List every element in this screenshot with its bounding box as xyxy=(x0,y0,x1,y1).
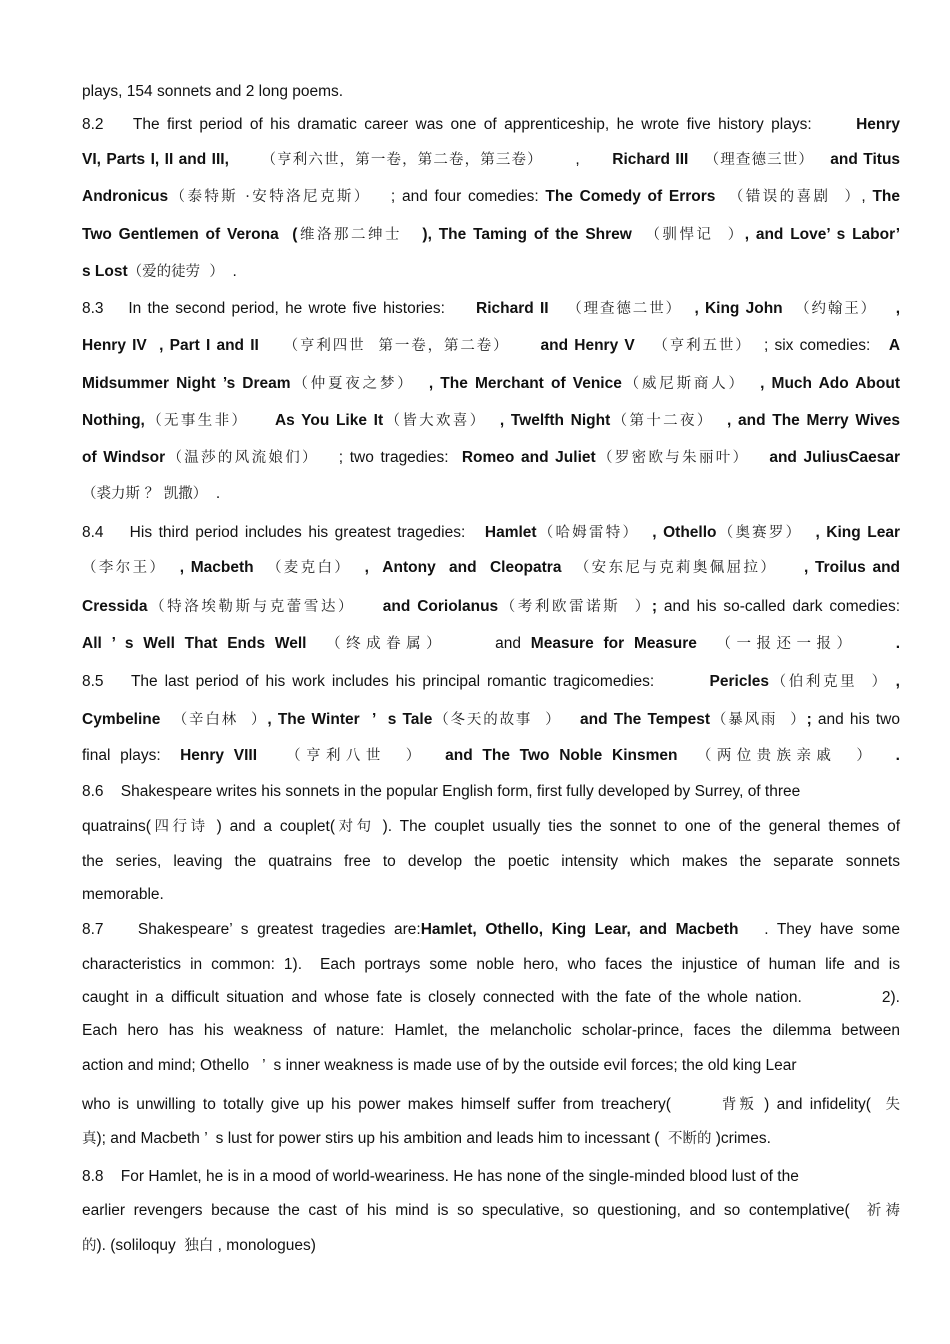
bold-title-text: A xyxy=(888,337,901,354)
bold-title-text: . xyxy=(876,747,900,764)
chinese-gloss: （特洛埃勒斯与克蕾雪达） xyxy=(147,599,356,615)
bold-title-text: The Comedy of Errors xyxy=(545,188,716,205)
text-run: 8.5 The last period of his work includes his principal romantic tragicomedies: xyxy=(82,673,710,690)
chinese-gloss: 维洛那二绅士 xyxy=(297,227,402,243)
bold-title-text: The xyxy=(872,188,901,205)
text-line xyxy=(82,336,900,356)
text-run: memorable. xyxy=(82,886,164,903)
chinese-gloss: （伯利克里 ） xyxy=(769,674,889,690)
chinese-gloss: （李尔王） xyxy=(82,560,167,576)
bold-title-text: , Much Ado About xyxy=(745,375,901,392)
bold-title-text: and Henry V xyxy=(540,337,635,354)
text-run: 8.3 In the second period, he wrote five histories: xyxy=(82,300,477,317)
text-line xyxy=(82,411,900,431)
chinese-gloss: （第十二夜） xyxy=(610,413,714,429)
chinese-gloss: （威尼斯商人） xyxy=(621,376,746,392)
bold-title-text: Henry VIII xyxy=(180,747,258,764)
text-run: earlier revengers because the cast of his mind is so speculative, so questioning, and so contemplative( xyxy=(82,1202,867,1219)
text-run: ) and a couplet( xyxy=(208,818,336,835)
text-line xyxy=(82,558,900,578)
bold-title-text: and Titus xyxy=(830,151,901,168)
bold-title-text: Two Gentlemen of Verona ( xyxy=(82,226,298,243)
bold-title-text: , King Lear xyxy=(802,524,900,541)
bold-title-text: Nothing, xyxy=(82,412,145,429)
text-line xyxy=(82,634,900,654)
chinese-gloss: （亨利八世 ） xyxy=(286,748,426,764)
text-run: and his so-called dark comedies: xyxy=(663,598,901,615)
text-run: ; and four comedies: xyxy=(370,188,546,205)
text-run: characteristics in common: 1). Each portrays some noble hero, who faces the injustice of human life and is xyxy=(82,956,900,973)
text-run: ). The couplet usually ties the sonnet to one of the general themes of xyxy=(374,818,901,835)
text-run: ); and Macbeth ’ s lust for power stirs up his ambition and leads him to incessant ( xyxy=(96,1130,668,1147)
text-line xyxy=(82,82,900,102)
bold-title-text: Midsummer Night ’s Dream xyxy=(82,375,291,392)
bold-title-text: Pericles xyxy=(709,673,770,690)
text-line xyxy=(82,187,900,207)
chinese-gloss: （辛白林 ） xyxy=(172,712,268,728)
bold-title-text: , Antony and Cleopatra xyxy=(351,559,562,576)
bold-title-text: , The Winter ’ s Tale xyxy=(267,711,433,728)
bold-title-text: Andronicus xyxy=(82,188,169,205)
bold-title-text: , The Merchant of Venice xyxy=(414,375,622,392)
chinese-gloss: （奥赛罗） xyxy=(716,525,803,541)
text-line xyxy=(82,484,900,504)
text-line xyxy=(82,710,900,730)
text-line xyxy=(82,1129,900,1149)
bold-title-text: , Troilus and xyxy=(777,559,901,576)
text-line xyxy=(82,1236,900,1256)
text-line xyxy=(82,782,900,802)
text-run: and his two xyxy=(817,711,900,728)
bold-title-text: All ’ s Well That Ends Well xyxy=(82,635,307,652)
bold-title-text: Hamlet xyxy=(484,524,537,541)
text-run: . They have some xyxy=(738,921,900,938)
text-run: 8.8 For Hamlet, he is in a mood of world-weariness. He has none of the single-minded blood lust of the xyxy=(82,1168,799,1185)
bold-title-text: . xyxy=(856,635,900,652)
chinese-gloss: （一报还一报） xyxy=(716,636,857,652)
text-run: 8.6 Shakespeare writes his sonnets in the popular English form, first fully developed by Surrey, of three xyxy=(82,783,801,800)
bold-title-text: ; xyxy=(806,711,818,728)
bold-title-text: and Coriolanus xyxy=(382,598,499,615)
text-run: who is unwilling to totally give up his power makes himself suffer from treachery( xyxy=(82,1096,722,1113)
bold-title-text: Richard III xyxy=(612,151,689,168)
text-run xyxy=(355,598,383,615)
chinese-gloss: （亨利四世 第一卷，第二卷） xyxy=(283,338,510,354)
bold-title-text: and The Two Noble Kinsmen xyxy=(445,747,678,764)
text-line xyxy=(82,225,900,245)
text-line xyxy=(82,1095,900,1115)
chinese-gloss: （麦克白） xyxy=(266,560,352,576)
chinese-gloss: 独白 xyxy=(184,1238,214,1254)
chinese-gloss: （冬天的故事 ） xyxy=(432,712,562,728)
text-run xyxy=(510,337,541,354)
chinese-gloss: 不断的 xyxy=(667,1131,712,1147)
bold-title-text: VI, Parts I, II and III, xyxy=(82,151,229,168)
text-run: Each hero has his weakness of nature: Hamlet, the melancholic scholar-prince, faces the dilemma between xyxy=(82,1022,900,1039)
bold-title-text: ), The Taming of the Shrew xyxy=(402,226,632,243)
chinese-gloss: （罗密欧与朱丽叶） xyxy=(595,450,750,466)
text-run: ) and infidelity( xyxy=(756,1096,886,1113)
text-line xyxy=(82,597,900,617)
text-line xyxy=(82,262,900,282)
text-run xyxy=(688,151,704,168)
chinese-gloss: 对句 xyxy=(335,819,375,835)
chinese-gloss: （爱的徒劳 ） xyxy=(127,264,224,280)
text-run xyxy=(783,300,795,317)
text-run: caught in a difficult situation and whose fate is closely connected with the fate of the whole nation. 2). xyxy=(82,989,900,1006)
chinese-gloss: 的 xyxy=(82,1238,97,1254)
text-run: and xyxy=(446,635,531,652)
chinese-gloss: 背叛 xyxy=(721,1097,757,1113)
text-run xyxy=(254,559,267,576)
bold-title-text: , Twelfth Night xyxy=(486,412,611,429)
chinese-gloss: （亨利五世） xyxy=(653,338,752,354)
text-run: the series, leaving the quatrains free to develop the poetic intensity which makes the separate sonnets xyxy=(82,853,900,870)
text-line xyxy=(82,1167,900,1187)
bold-title-text: Henry IV , Part I and II xyxy=(82,337,259,354)
chinese-gloss: （皆大欢喜） xyxy=(383,413,487,429)
text-line xyxy=(82,885,900,905)
text-line xyxy=(82,988,900,1008)
text-line xyxy=(82,115,900,135)
text-line xyxy=(82,955,900,975)
chinese-gloss: （两位贵族亲戚 ） xyxy=(696,748,877,764)
text-run xyxy=(259,337,284,354)
bold-title-text: s Lost xyxy=(82,263,128,280)
text-line xyxy=(82,852,900,872)
text-run: action and mind; Othello ’ s inner weakness is made use of by the outside evil forces; the old king Lear xyxy=(82,1057,797,1074)
text-run xyxy=(814,151,830,168)
text-run: )crimes. xyxy=(711,1130,771,1147)
chinese-gloss: （裘力斯 ？ 凯撒） xyxy=(82,486,208,502)
text-run xyxy=(549,300,568,317)
text-run xyxy=(426,747,445,764)
text-run: , xyxy=(861,188,873,205)
text-run xyxy=(749,449,769,466)
text-run: 8.4 His third period includes his greatest tragedies: xyxy=(82,524,485,541)
text-run: ). (soliloquy xyxy=(96,1237,185,1254)
bold-title-text: of Windsor xyxy=(82,449,166,466)
text-line xyxy=(82,1201,900,1221)
chinese-gloss: （亨利六世，第一卷，第二卷，第三卷） xyxy=(261,152,543,168)
chinese-gloss: （哈姆雷特） xyxy=(536,525,640,541)
bold-title-text: , and Love’ s Labor’ xyxy=(744,226,901,243)
text-run: , monologues) xyxy=(213,1237,316,1254)
chinese-gloss: （考利欧雷诺斯 ） xyxy=(498,599,652,615)
text-run xyxy=(697,635,717,652)
text-line xyxy=(82,150,900,170)
text-line xyxy=(82,448,900,468)
text-line xyxy=(82,374,900,394)
text-run xyxy=(306,635,326,652)
bold-title-text: and The Tempest xyxy=(580,711,711,728)
text-run: , xyxy=(542,151,613,168)
chinese-gloss: 真 xyxy=(82,1131,97,1147)
text-run: ; six comedies: xyxy=(751,337,889,354)
bold-title-text: Cymbeline xyxy=(82,711,161,728)
bold-title-text: Cressida xyxy=(82,598,148,615)
chinese-gloss: （理查德二世） xyxy=(567,301,683,317)
text-line xyxy=(82,523,900,543)
text-run: 8.7 Shakespeare’ s greatest tragedies are: xyxy=(82,921,421,938)
text-run xyxy=(160,711,172,728)
text-run: final plays: xyxy=(82,747,181,764)
bold-title-text: , Macbeth xyxy=(166,559,254,576)
bold-title-text: and JuliusCaesar xyxy=(769,449,901,466)
text-run xyxy=(561,559,574,576)
text-line xyxy=(82,299,900,319)
text-line xyxy=(82,746,900,766)
text-run: plays, 154 sonnets and 2 long poems. xyxy=(82,83,344,100)
text-run xyxy=(257,747,286,764)
bold-title-text: As You Like It xyxy=(274,412,384,429)
chinese-gloss: （错误的喜剧 ） xyxy=(728,189,862,205)
bold-title-text: Measure for Measure xyxy=(530,635,697,652)
chinese-gloss: （无事生非） xyxy=(144,413,249,429)
chinese-gloss: 失 xyxy=(885,1097,901,1113)
chinese-gloss: 祈祷 xyxy=(866,1203,900,1219)
text-run xyxy=(248,412,275,429)
text-run xyxy=(632,226,646,243)
bold-title-text: Romeo and Juliet xyxy=(461,449,596,466)
chinese-gloss: （安东尼与克莉奥佩屈拉） xyxy=(574,560,778,576)
bold-title-text: ; xyxy=(651,598,664,615)
text-line xyxy=(82,1021,900,1041)
chinese-gloss: （驯悍记 ） xyxy=(645,227,745,243)
text-run: 8.2 The first period of his dramatic career was one of apprenticeship, he wrote five history plays: xyxy=(82,116,857,133)
text-run xyxy=(562,711,580,728)
bold-title-text: , and The Merry Wives xyxy=(713,412,900,429)
text-line xyxy=(82,817,900,837)
chinese-gloss: （暴风雨 ） xyxy=(710,712,807,728)
chinese-gloss: （终成眷属） xyxy=(326,636,447,652)
chinese-gloss: （温莎的风流娘们） xyxy=(165,450,319,466)
chinese-gloss: （仲夏夜之梦） xyxy=(290,376,415,392)
text-run xyxy=(715,188,728,205)
text-run: . xyxy=(223,263,237,280)
bold-title-text: , xyxy=(888,673,900,690)
text-line xyxy=(82,920,900,940)
bold-title-text: Richard II xyxy=(476,300,549,317)
bold-title-text: Hamlet, Othello, King Lear, and Macbeth xyxy=(420,921,739,938)
text-run xyxy=(677,747,696,764)
text-run: ; two tragedies: xyxy=(318,449,462,466)
text-run xyxy=(635,337,654,354)
chinese-gloss: （约翰王） xyxy=(795,301,878,317)
text-run xyxy=(229,151,262,168)
text-run: . xyxy=(207,485,221,502)
chinese-gloss: （泰特斯 ·安特洛尼克斯） xyxy=(168,189,371,205)
bold-title-text: , xyxy=(877,300,901,317)
chinese-gloss: 四行诗 xyxy=(150,819,209,835)
bold-title-text: , Othello xyxy=(639,524,717,541)
bold-title-text: , King John xyxy=(682,300,783,317)
text-line xyxy=(82,672,900,692)
chinese-gloss: （理查德三世） xyxy=(704,152,814,168)
text-line xyxy=(82,1056,900,1076)
bold-title-text: Henry xyxy=(856,116,900,133)
text-run: quatrains( xyxy=(82,818,151,835)
